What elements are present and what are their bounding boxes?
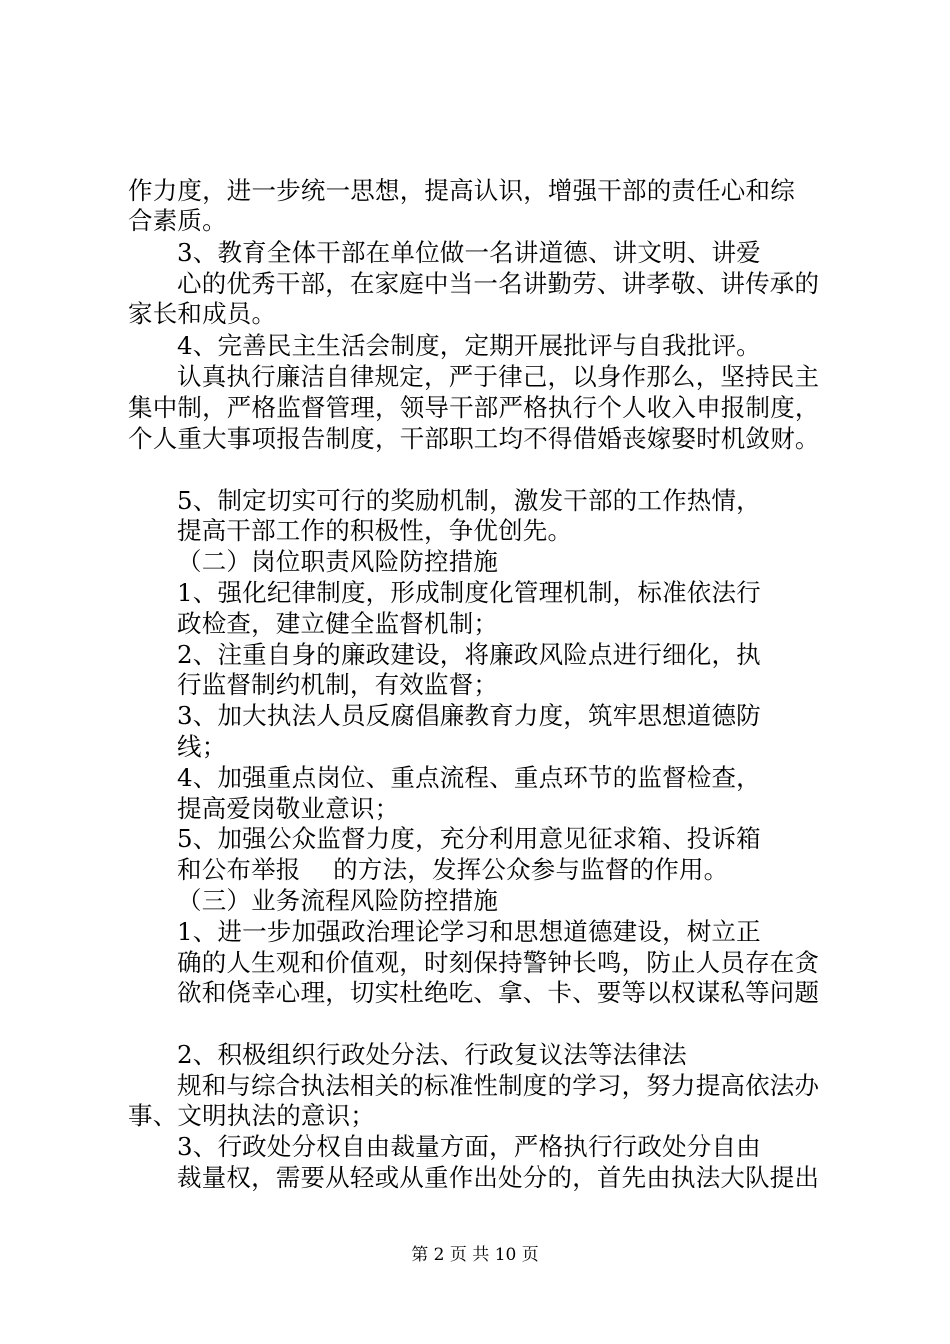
text-line: 裁量权，需要从轻或从重作出处分的，首先由执法大队提出 bbox=[177, 1163, 820, 1192]
text-line: 2、注重自身的廉政建设，将廉政风险点进行细化，执 bbox=[177, 640, 761, 669]
text-line: 3、加大执法人员反腐倡廉教育力度，筑牢思想道德防 bbox=[177, 701, 761, 730]
text-line: 2、积极组织行政处分法、行政复议法等法律法 bbox=[177, 1040, 687, 1069]
text-line: 和公布举报 的方法，发挥公众参与监督的作用。 bbox=[177, 855, 729, 884]
text-line: 个人重大事项报告制度，干部职工均不得借婚丧嫁娶时机敛财。 bbox=[128, 424, 820, 453]
text-line: 提高爱岗敬业意识； bbox=[177, 794, 400, 823]
text-line: 规和与综合执法相关的标准性制度的学习，努力提高依法办 bbox=[177, 1071, 820, 1100]
section-heading: （二）岗位职责风险防控措施 bbox=[177, 547, 499, 576]
text-line: 政检查，建立健全监督机制； bbox=[177, 609, 499, 638]
text-line: 集中制，严格监督管理，领导干部严格执行个人收入申报制度， bbox=[128, 393, 820, 422]
text-line: 事、文明执法的意识； bbox=[128, 1101, 375, 1130]
text-line: 心的优秀干部，在家庭中当一名讲勤劳、讲孝敬、讲传承的 bbox=[177, 269, 820, 298]
text-line: 5、加强公众监督力度，充分利用意见征求箱、投诉箱 bbox=[177, 824, 761, 853]
text-line: 确的人生观和价值观，时刻保持警钟长鸣，防止人员存在贪 bbox=[177, 948, 820, 977]
text-line: 1、进一步加强政治理论学习和思想道德建设，树立正 bbox=[177, 917, 761, 946]
text-line: 5、制定切实可行的奖励机制，激发干部的工作热情， bbox=[177, 486, 761, 515]
text-line: 行监督制约机制，有效监督； bbox=[177, 670, 499, 699]
text-line: 线； bbox=[177, 732, 227, 761]
text-line: 3、教育全体干部在单位做一名讲道德、讲文明、讲爱 bbox=[177, 238, 761, 267]
text-line: 认真执行廉洁自律规定，严于律己，以身作那么，坚持民主 bbox=[177, 362, 820, 391]
text-line: 欲和侥幸心理，切实杜绝吃、拿、卡、要等以权谋私等问题 bbox=[177, 978, 820, 1007]
text-line: 4、完善民主生活会制度，定期开展批评与自我批评。 bbox=[177, 331, 761, 360]
text-line: 1、强化纪律制度，形成制度化管理机制，标准依法行 bbox=[177, 578, 761, 607]
text-line: 3、行政处分权自由裁量方面，严格执行行政处分自由 bbox=[177, 1132, 761, 1161]
text-line: 提高干部工作的积极性，争优创先。 bbox=[177, 516, 573, 545]
section-heading: （三）业务流程风险防控措施 bbox=[177, 886, 499, 915]
text-line: 4、加强重点岗位、重点流程、重点环节的监督检查， bbox=[177, 763, 761, 792]
text-line: 作力度，进一步统一思想，提高认识，增强干部的责任心和综 bbox=[128, 176, 795, 205]
text-line: 合素质。 bbox=[128, 206, 227, 235]
text-line: 家长和成员。 bbox=[128, 299, 277, 328]
page-number-footer: 第 2 页 共 10 页 bbox=[411, 1245, 539, 1265]
